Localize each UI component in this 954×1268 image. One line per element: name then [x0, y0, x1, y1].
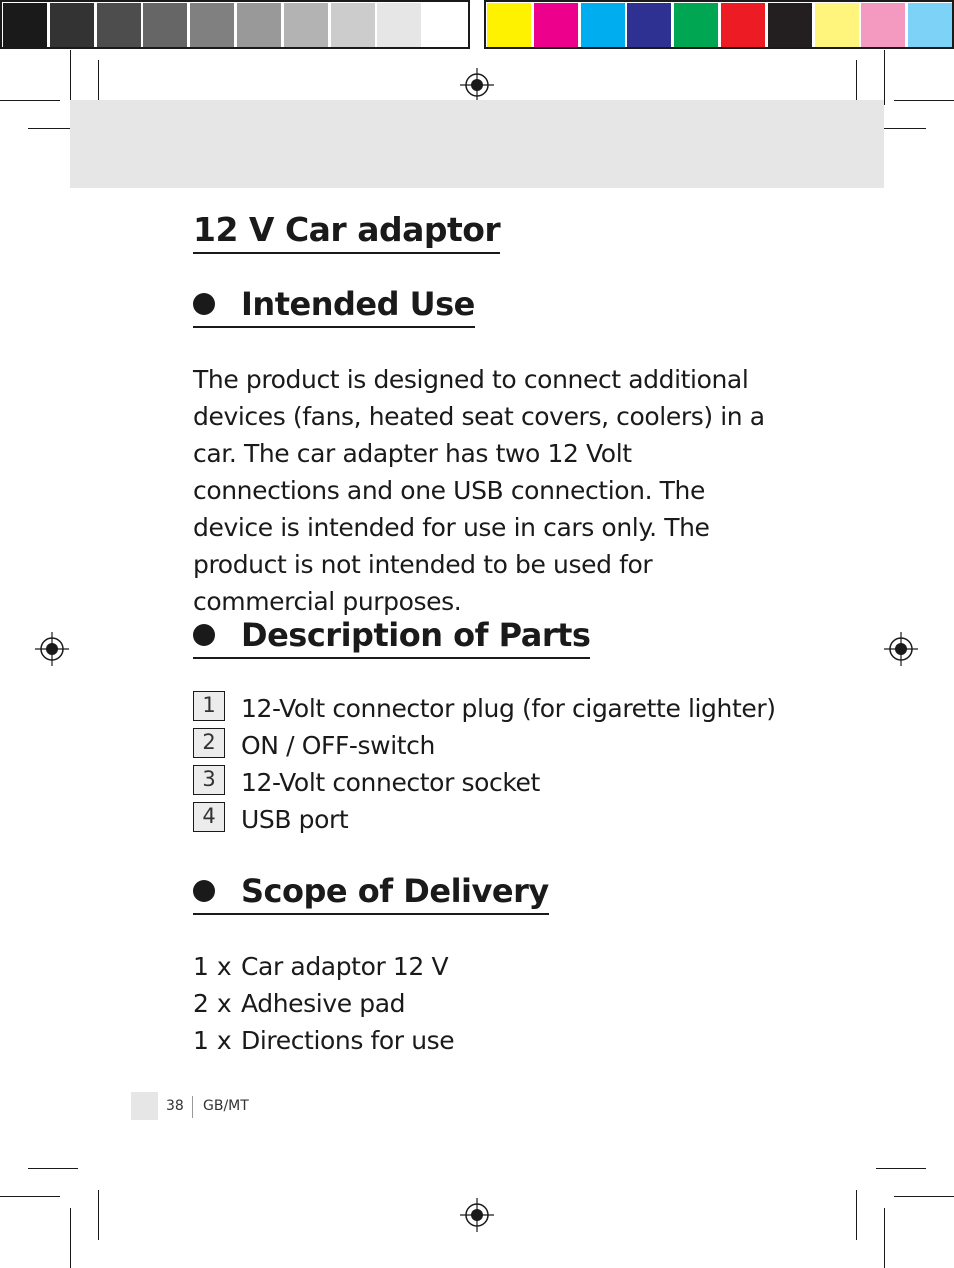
crop-mark	[70, 50, 71, 105]
page-number: 38	[166, 1098, 184, 1114]
gray-swatch	[331, 3, 375, 47]
crop-mark	[70, 1208, 71, 1268]
item-quantity: 2 x	[193, 989, 232, 1018]
color-swatch	[908, 3, 952, 47]
section-heading-text: Scope of Delivery	[241, 872, 549, 910]
footer-divider	[192, 1096, 193, 1118]
gray-swatch	[284, 3, 328, 47]
crop-mark	[884, 50, 885, 105]
intended-use-paragraph: The product is designed to connect additional devices (fans, heated seat covers, coolers) in a car. The car adapter has two 12 Volt connections and one USB connection. The device is intended for use in cars only. The product is not intended to be used for commercial purposes.	[193, 365, 765, 616]
item-quantity: 1 x	[193, 952, 232, 981]
color-swatch	[815, 3, 859, 47]
part-label: 12-Volt connector socket	[241, 768, 540, 797]
bullet-icon	[193, 293, 215, 315]
section-heading-scope-of-delivery	[193, 869, 549, 915]
bullet-icon	[193, 880, 215, 902]
crop-mark	[98, 60, 99, 105]
section-heading-description-of-parts	[193, 613, 590, 659]
registration-mark-icon	[35, 632, 69, 666]
gray-swatch	[97, 3, 141, 47]
crop-mark	[28, 1168, 78, 1169]
gray-swatch	[190, 3, 234, 47]
crop-mark	[856, 60, 857, 105]
page-title: 12 V Car adaptor	[193, 208, 500, 254]
crop-mark	[894, 1196, 954, 1197]
color-swatch	[768, 3, 812, 47]
color-swatch	[627, 3, 671, 47]
item-label: Directions for use	[241, 1026, 455, 1055]
part-number-badge: 4	[193, 802, 225, 832]
bullet-icon	[193, 624, 215, 646]
color-swatch	[487, 3, 531, 47]
region-code: GB/MT	[203, 1098, 249, 1114]
gray-swatch	[377, 3, 421, 47]
crop-mark	[0, 1196, 60, 1197]
registration-mark-icon	[460, 68, 494, 102]
gray-swatch	[237, 3, 281, 47]
gray-swatch	[50, 3, 94, 47]
crop-mark	[876, 1168, 926, 1169]
color-swatch	[721, 3, 765, 47]
color-swatch	[861, 3, 905, 47]
crop-mark	[0, 100, 60, 101]
footer-marker	[131, 1092, 158, 1120]
color-swatch	[534, 3, 578, 47]
section-heading-text: Intended Use	[241, 285, 475, 323]
registration-mark-icon	[460, 1198, 494, 1232]
part-number-badge: 3	[193, 765, 225, 795]
item-quantity: 1 x	[193, 1026, 232, 1055]
section-heading-intended-use	[193, 282, 475, 328]
color-swatch	[674, 3, 718, 47]
part-label: 12-Volt connector plug (for cigarette lighter)	[241, 694, 776, 723]
section-heading-text: Description of Parts	[241, 616, 591, 654]
gray-swatch	[143, 3, 187, 47]
color-swatch	[581, 3, 625, 47]
part-number-badge: 1	[193, 691, 225, 721]
item-label: Car adaptor 12 V	[241, 952, 449, 981]
crop-mark	[856, 1190, 857, 1240]
crop-mark	[98, 1190, 99, 1240]
part-label: ON / OFF-switch	[241, 731, 435, 760]
crop-mark	[894, 100, 954, 101]
gray-swatch	[424, 3, 468, 47]
part-label: USB port	[241, 805, 349, 834]
gray-swatch	[3, 3, 47, 47]
part-number-badge: 2	[193, 728, 225, 758]
registration-mark-icon	[884, 632, 918, 666]
header-band	[70, 100, 884, 188]
crop-mark	[884, 1208, 885, 1268]
color-calibration-bar	[0, 0, 954, 50]
item-label: Adhesive pad	[241, 989, 406, 1018]
